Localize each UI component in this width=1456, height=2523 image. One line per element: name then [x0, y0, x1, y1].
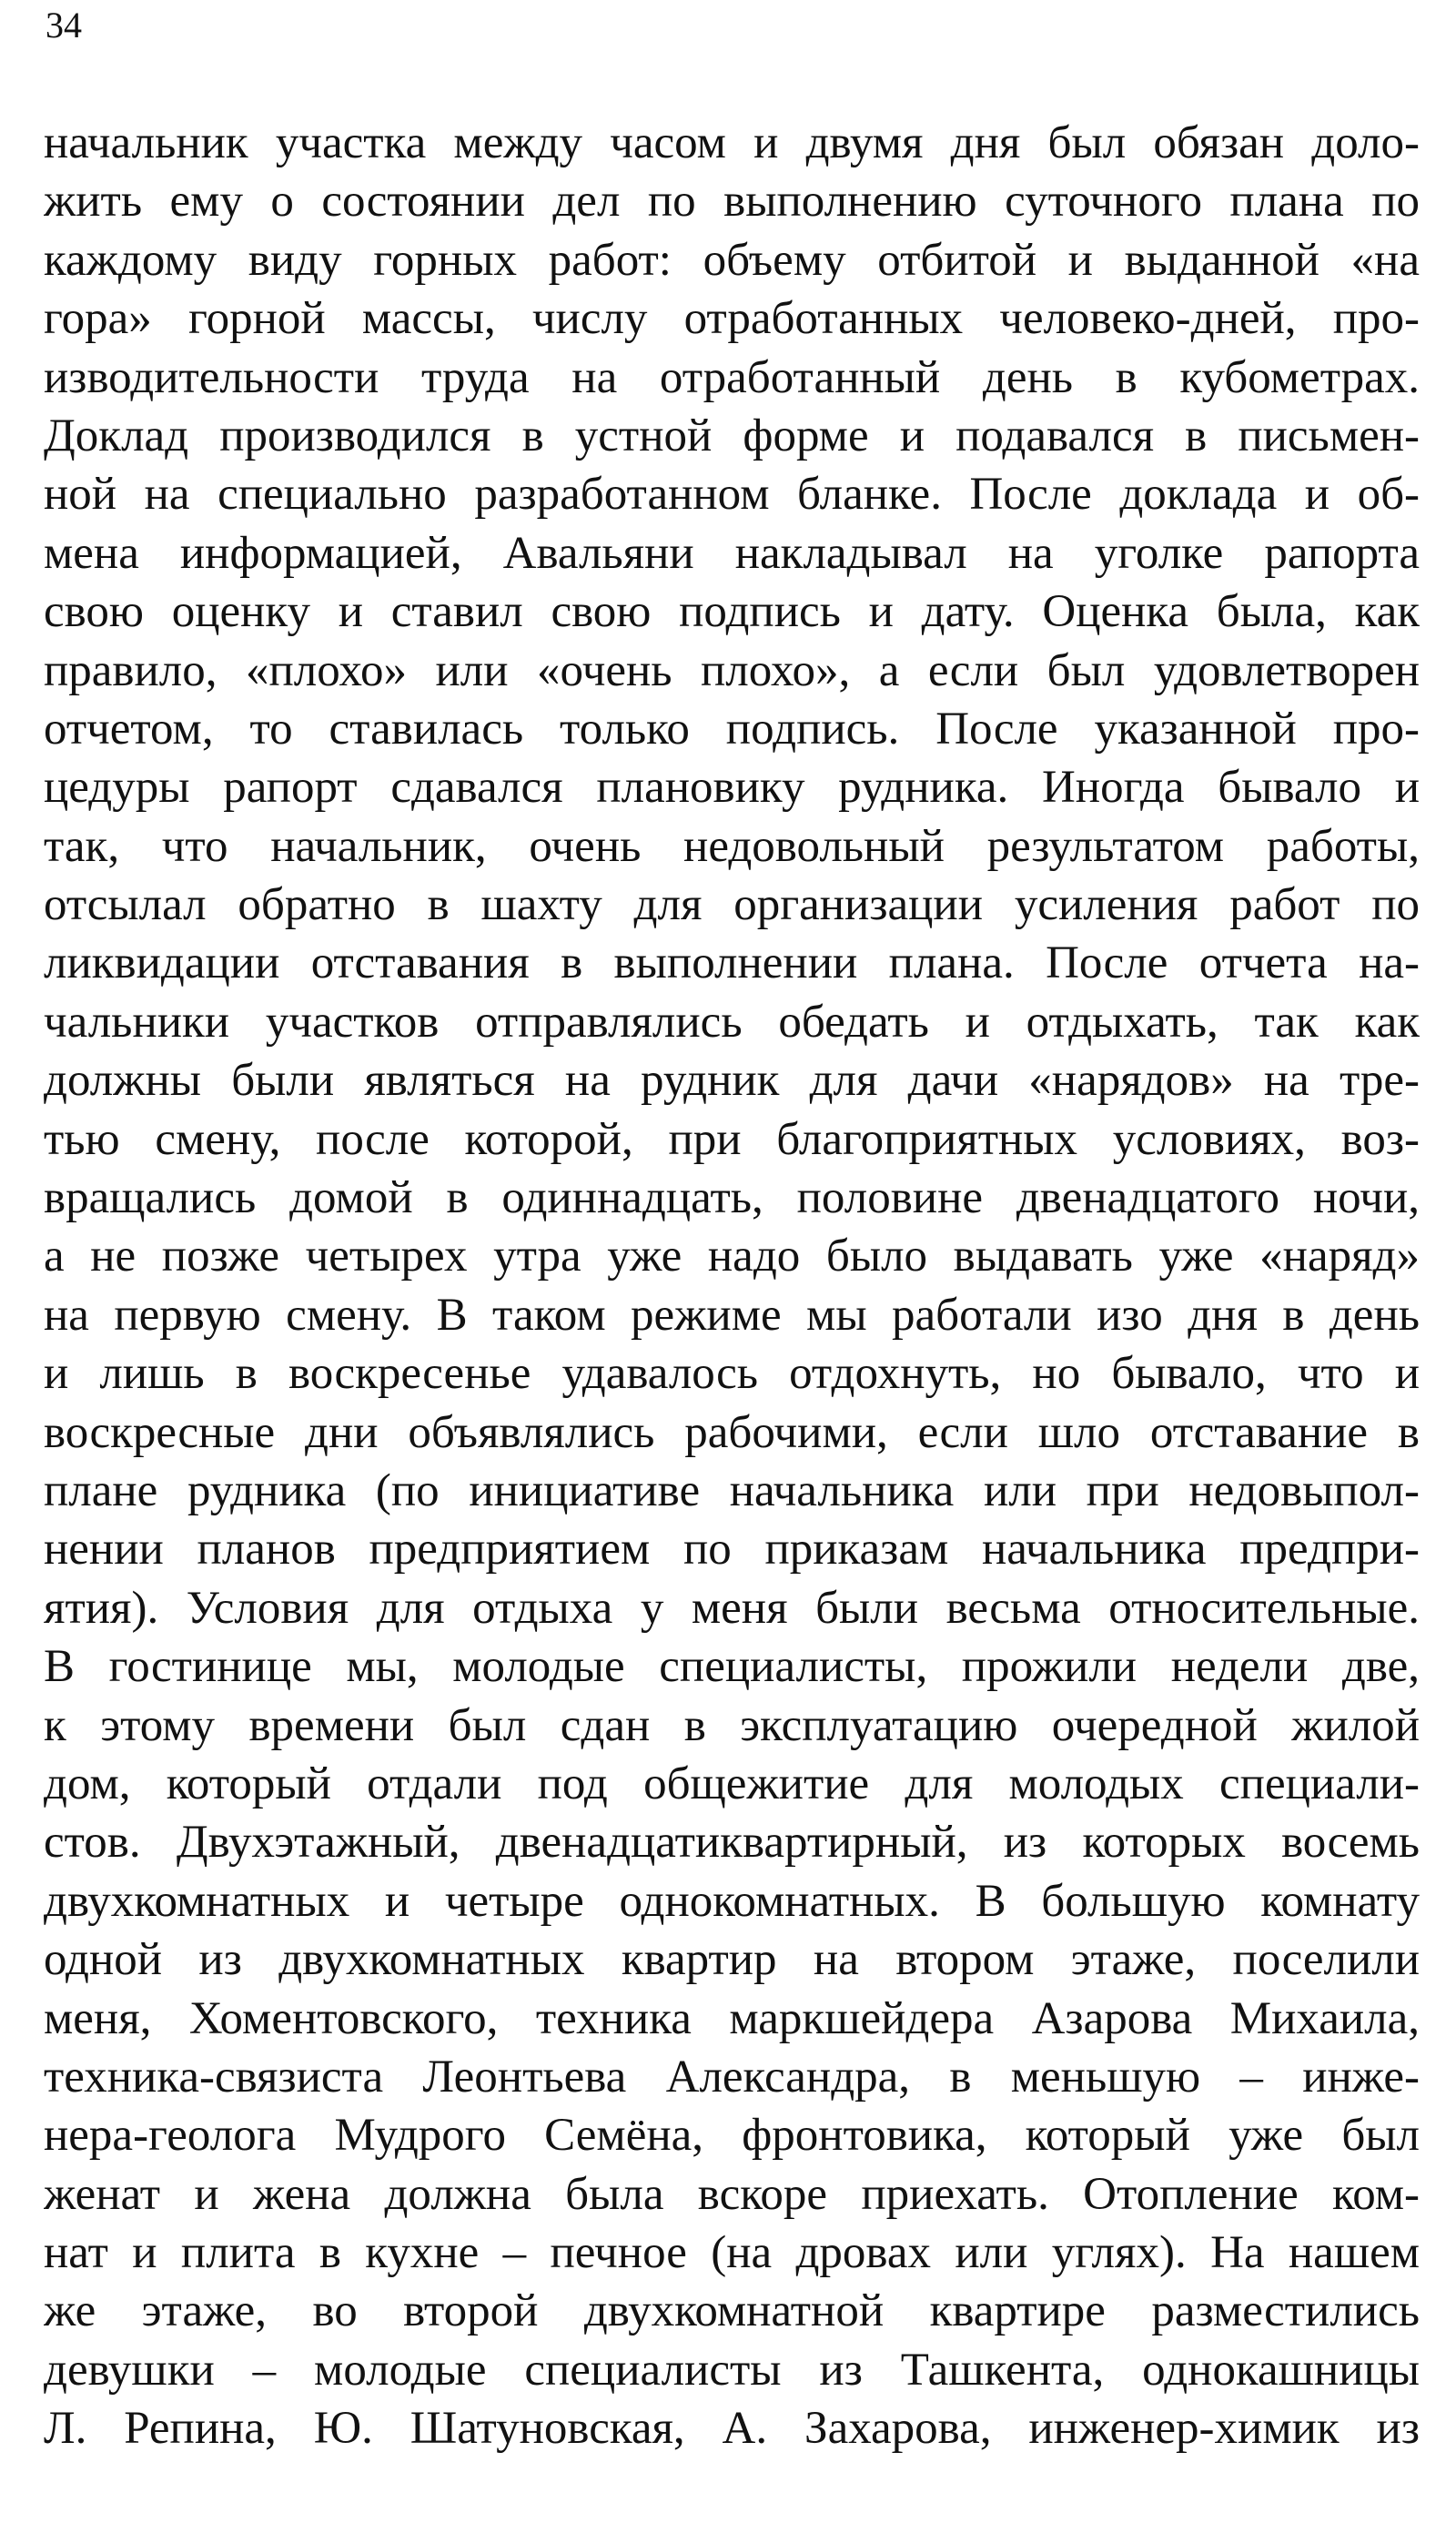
text-line: ликвидации отставания в выполнении плана. После отчета на- — [44, 937, 1420, 989]
text-line: начальник участка между часом и двумя дня был обязан доло- — [44, 117, 1420, 168]
text-line: дом, который отдали под общежитие для молодых специали- — [44, 1758, 1420, 1809]
text-line: отсылал обратно в шахту для организации усиления работ по — [44, 879, 1420, 931]
text-line: свою оценку и ставил свою подпись и дату. Оценка была, как — [44, 586, 1420, 638]
text-line: гора» горной массы, числу отработанных человеко-дней, про- — [44, 293, 1420, 345]
text-line: к этому времени был сдан в эксплуатацию очередной жилой — [44, 1699, 1420, 1751]
text-line: нат и плита в кухне – печное (на дровах или углях). На нашем — [44, 2227, 1420, 2279]
text-line: а не позже четырех утра уже надо было выдавать уже «наряд» — [44, 1231, 1420, 1282]
text-line: воскресные дни объявлялись рабочими, если шло отставание в — [44, 1406, 1420, 1458]
page-number: 34 — [46, 5, 82, 46]
text-line: мена информацией, Авальяни накладывал на уголке рапорта — [44, 527, 1420, 579]
text-line: В гостинице мы, молодые специалисты, прожили недели две, — [44, 1641, 1420, 1693]
text-line: нении планов предприятием по приказам начальника предпри- — [44, 1524, 1420, 1576]
text-line: должны были являться на рудник для дачи «нарядов» на тре- — [44, 1055, 1420, 1107]
text-line: ной на специально разработанном бланке. После доклада и об- — [44, 469, 1420, 521]
text-line: же этаже, во второй двухкомнатной квартире разместились — [44, 2285, 1420, 2337]
text-line: тью смену, после которой, при благоприятных условиях, воз- — [44, 1113, 1420, 1165]
text-line: ятия). Условия для отдыха у меня были весьма относительные. — [44, 1582, 1420, 1634]
text-line: и лишь в воскресенье удавалось отдохнуть, но бывало, что и — [44, 1348, 1420, 1400]
text-line: Л. Репина, Ю. Шатуновская, А. Захарова, инженер-химик из — [44, 2403, 1420, 2455]
text-line: плане рудника (по инициативе начальника или при недовыпол- — [44, 1464, 1420, 1516]
text-line: чальники участков отправлялись обедать и отдыхать, так как — [44, 996, 1420, 1048]
text-line: Доклад производился в устной форме и подавался в письмен- — [44, 410, 1420, 461]
text-line: вращались домой в одиннадцать, половине двенадцатого ночи, — [44, 1172, 1420, 1224]
text-line: стов. Двухэтажный, двенадцатиквартирный, из которых восемь — [44, 1817, 1420, 1869]
text-line: техника-связиста Леонтьева Александра, в меньшую – инже- — [44, 2051, 1420, 2102]
text-line: цедуры рапорт сдавался плановику рудника. Иногда бывало и — [44, 762, 1420, 814]
text-line: на первую смену. В таком режиме мы работали изо дня в день — [44, 1289, 1420, 1341]
text-line: женат и жена должна была вскоре приехать. Отопление ком- — [44, 2168, 1420, 2220]
text-line: так, что начальник, очень недовольный результатом работы, — [44, 820, 1420, 872]
text-line: отчетом, то ставилась только подпись. После указанной про- — [44, 703, 1420, 755]
text-line: каждому виду горных работ: объему отбитой и выданной «на — [44, 234, 1420, 286]
text-line: девушки – молодые специалисты из Ташкента, однокашницы — [44, 2344, 1420, 2396]
text-line: изводительности труда на отработанный день в кубометрах. — [44, 351, 1420, 403]
text-line: двухкомнатных и четыре однокомнатных. В большую комнату — [44, 1875, 1420, 1927]
text-line: жить ему о состоянии дел по выполнению суточного плана по — [44, 176, 1420, 228]
body-text — [44, 114, 1420, 2458]
text-line: нера-геолога Мудрого Семёна, фронтовика, который уже был — [44, 2110, 1420, 2162]
text-line: правило, «плохо» или «очень плохо», а если был удовлетворен — [44, 644, 1420, 696]
text-line: одной из двухкомнатных квартир на втором этаже, поселили — [44, 1934, 1420, 1986]
text-line: меня, Хоментовского, техника маркшейдера Азарова Михаила, — [44, 1992, 1420, 2044]
